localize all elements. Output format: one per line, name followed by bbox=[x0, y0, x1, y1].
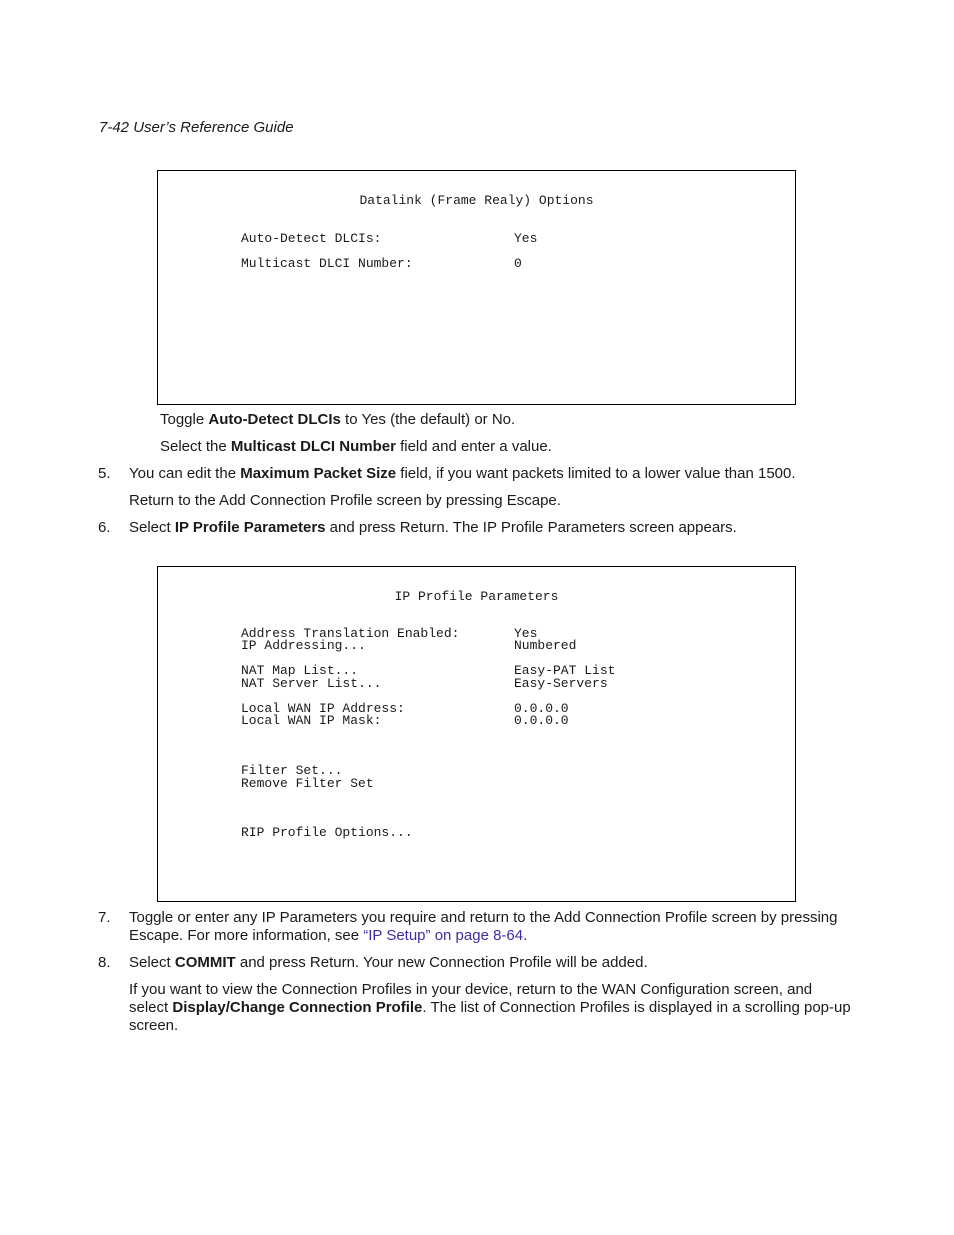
bold-term: Maximum Packet Size bbox=[240, 465, 397, 482]
text: to Yes (the default) or No. bbox=[340, 411, 516, 428]
local-wan-ip-mask-row[interactable] bbox=[241, 715, 761, 728]
nat-server-list-row[interactable] bbox=[241, 678, 761, 691]
step-number: 8. bbox=[98, 954, 111, 971]
step-text bbox=[129, 519, 854, 537]
field-label: NAT Server List... bbox=[241, 676, 382, 691]
screen-title: IP Profile Parameters bbox=[394, 589, 559, 604]
field-value[interactable]: Easy-Servers bbox=[514, 676, 608, 691]
bold-term: IP Profile Parameters bbox=[174, 519, 326, 536]
paragraph bbox=[129, 981, 854, 1035]
step-text bbox=[129, 909, 854, 945]
multicast-dlci-number-row[interactable] bbox=[241, 258, 761, 271]
text: . bbox=[523, 927, 528, 944]
bold-term: Auto-Detect DLCIs bbox=[208, 411, 341, 428]
text: If you want to view the Connection Profiles in your device, return to the WAN Configuration screen, and select bbox=[129, 981, 813, 1016]
text: Select bbox=[129, 954, 175, 971]
remove-filter-set-row[interactable] bbox=[241, 778, 761, 791]
text: Toggle bbox=[160, 411, 209, 428]
step-number: 5. bbox=[98, 465, 111, 482]
paragraph: Return to the Add Connection Profile screen by pressing Escape. bbox=[129, 492, 561, 509]
bold-term: Multicast DLCI Number bbox=[230, 438, 396, 455]
field-label: Filter Set... bbox=[241, 763, 343, 778]
text: field and enter a value. bbox=[395, 438, 552, 455]
field-label: NAT Map List... bbox=[241, 663, 359, 678]
text: Select the bbox=[160, 438, 231, 455]
text: field, if you want packets limited to a lower value than 1500. bbox=[396, 465, 796, 482]
field-value[interactable]: Easy-PAT List bbox=[514, 663, 616, 678]
datalink-options-screen bbox=[157, 170, 796, 405]
step-number: 6. bbox=[98, 519, 111, 536]
field-label: IP Addressing... bbox=[241, 638, 366, 653]
ip-profile-parameters-screen bbox=[157, 566, 796, 902]
field-label: Local WAN IP Mask: bbox=[241, 713, 382, 728]
text: You can edit the bbox=[129, 465, 241, 482]
field-value[interactable]: Yes bbox=[514, 626, 538, 641]
field-value[interactable]: 0 bbox=[514, 256, 522, 271]
cross-reference-link[interactable]: “IP Setup” on page 8-64 bbox=[363, 927, 524, 944]
screen-title: Datalink (Frame Realy) Options bbox=[359, 193, 594, 208]
page-header: 7-42 User’s Reference Guide bbox=[99, 119, 294, 136]
text: Select bbox=[129, 519, 175, 536]
field-value[interactable]: Numbered bbox=[514, 638, 577, 653]
text: . The list of Connection Profiles is displayed in a scrolling pop-up screen. bbox=[129, 999, 851, 1034]
field-label: Address Translation Enabled: bbox=[241, 626, 460, 641]
text: and press Return. The IP Profile Parameters screen appears. bbox=[325, 519, 737, 536]
field-label: Remove Filter Set bbox=[241, 776, 374, 791]
field-value[interactable]: Yes bbox=[514, 231, 538, 246]
step-text bbox=[129, 465, 854, 483]
field-label: Multicast DLCI Number: bbox=[241, 256, 413, 271]
step-text bbox=[129, 954, 854, 972]
field-value[interactable]: 0.0.0.0 bbox=[514, 713, 569, 728]
field-label: Auto-Detect DLCIs: bbox=[241, 231, 382, 246]
paragraph bbox=[160, 438, 850, 456]
text: Toggle or enter any IP Parameters you require and return to the Add Connection Profile screen by pressing Escape. For more information, see bbox=[129, 909, 838, 944]
field-label: Local WAN IP Address: bbox=[241, 701, 405, 716]
step-number: 7. bbox=[98, 909, 111, 926]
bold-term: COMMIT bbox=[174, 954, 236, 971]
paragraph bbox=[160, 411, 850, 429]
auto-detect-dlcis-row[interactable] bbox=[241, 233, 761, 246]
bold-term: Display/Change Connection Profile bbox=[172, 999, 423, 1016]
field-label: RIP Profile Options... bbox=[241, 825, 413, 840]
field-value[interactable]: 0.0.0.0 bbox=[514, 701, 569, 716]
ip-addressing-row[interactable] bbox=[241, 640, 761, 653]
rip-profile-options-row[interactable] bbox=[241, 827, 761, 840]
text: and press Return. Your new Connection Profile will be added. bbox=[235, 954, 648, 971]
